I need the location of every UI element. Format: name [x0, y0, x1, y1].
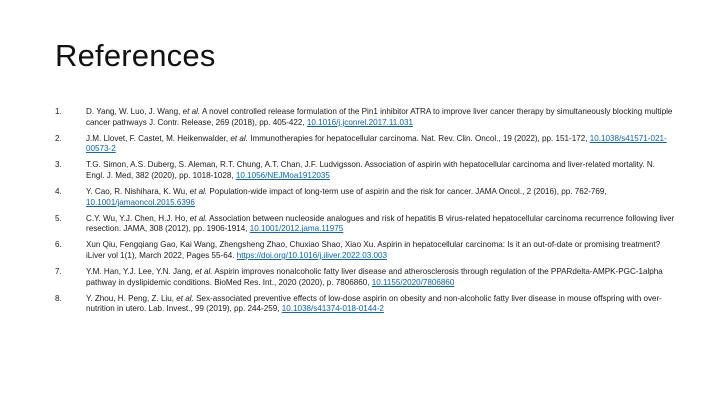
reference-body: Aspirin improves nonalcoholic fatty liver disease and atherosclerosis through regulation of the PPARdelta-AMPK-PGC-1alpha pathway in dyslipidemic conditions. BioMed Res. Int., 2020 (2020), p. 7806860,	[86, 267, 663, 287]
slide-title: References	[55, 38, 216, 73]
reference-authors: C.Y. Wu, Y.J. Chen, H.J. Ho,	[86, 213, 190, 223]
reference-et-al: et al.	[176, 293, 194, 303]
reference-body: Population-wide impact of long-term use of aspirin and the risk for cancer. JAMA Oncol., 2 (2016), pp. 762-769,	[207, 187, 607, 197]
reference-text	[86, 240, 675, 261]
reference-item	[55, 187, 675, 208]
reference-doi-link[interactable]: 10.1155/2020/7806860	[371, 277, 455, 287]
reference-authors: Y.M. Han, Y.J. Lee, Y.N. Jang,	[86, 267, 196, 277]
reference-body: A novel controlled release formulation of the Pin1 inhibitor ATRA to improve liver cancer therapy by simultaneously blocking multiple cancer pathways J. Contr. Release, 269 (2018), pp. 405-422,	[86, 107, 673, 127]
reference-body: Immunotherapies for hepatocellular carcinoma. Nat. Rev. Clin. Oncol., 19 (2022), pp. 151-172,	[247, 133, 590, 143]
reference-item	[55, 267, 675, 288]
reference-text	[86, 107, 675, 128]
reference-number: 6.	[55, 240, 62, 250]
reference-number: 4.	[55, 187, 62, 197]
reference-item	[55, 294, 675, 315]
reference-number: 7.	[55, 267, 62, 277]
reference-item	[55, 107, 675, 128]
reference-authors: D. Yang, W. Luo, J. Wang,	[86, 107, 183, 116]
reference-authors: T.G. Simon, A.S. Duberg, S. Aleman, R.T. Chung, A.T. Chan, J.F. Ludvigsson. Association of aspirin with hepatocellular carcinoma and liver-related mortality. N. Engl. J. Med, 382 (2020), pp. 1018-1028,	[86, 160, 655, 180]
reference-doi-link[interactable]: 10.1001/2012.jama.11975	[249, 224, 344, 234]
reference-number: 5.	[55, 213, 62, 223]
reference-authors: Xun Qiu, Fengqiang Gao, Kai Wang, Zhengsheng Zhao, Chuxiao Shao, Xiao Xu. Aspirin in hepatocellular carcinoma: Is it an out-of-date or promising treatment? iLiver vol 1(1), March 2022, Pages 55-64.	[86, 240, 661, 261]
reference-text	[86, 214, 675, 235]
reference-doi-link[interactable]: 10.1038/s41374-018-0144-2	[281, 304, 384, 314]
reference-number: 3.	[55, 160, 62, 170]
reference-item	[55, 240, 675, 261]
reference-list	[55, 107, 675, 321]
reference-doi-link[interactable]: https://doi.org/10.1016/j.iliver.2022.03.003	[236, 251, 388, 261]
reference-et-al: et al.	[195, 267, 213, 277]
reference-number: 2.	[55, 133, 62, 143]
reference-doi-link[interactable]: 10.1056/NEJMoa1912035	[235, 170, 330, 180]
reference-text	[86, 134, 675, 155]
reference-authors: Y. Cao, R. Nishihara, K. Wu,	[86, 187, 190, 197]
reference-body: Sex-associated preventive effects of low-dose aspirin on obesity and non-alcoholic fatty liver disease in mouse offspring with over-nutrition in utero. Lab. Invest., 99 (2019), pp. 244-259,	[86, 293, 662, 314]
reference-authors: J.M. Llovet, F. Castet, M. Heikenwalder,	[86, 133, 231, 143]
reference-et-al: et al.	[182, 107, 201, 116]
reference-number: 1.	[55, 107, 62, 116]
reference-doi-link[interactable]: 10.1016/j.jconrel.2017.11.031	[306, 117, 413, 127]
reference-number: 8.	[55, 293, 62, 303]
reference-text	[86, 294, 675, 315]
reference-text	[86, 187, 675, 208]
reference-item	[55, 214, 675, 235]
reference-doi-link[interactable]: 10.1001/jamaoncol.2015.6396	[86, 197, 195, 207]
reference-text	[86, 267, 675, 288]
reference-body: Association between nucleoside analogues and risk of hepatitis B virus-related hepatocellular carcinoma recurrence following liver resection. JAMA, 308 (2012), pp. 1906-1914,	[86, 213, 675, 234]
reference-et-al: et al.	[189, 187, 208, 197]
reference-item	[55, 134, 675, 155]
reference-authors: Y. Zhou, H. Peng, Z. Liu,	[86, 293, 177, 303]
reference-doi-link[interactable]: 10.1038/s41571-021-00573-2	[86, 133, 667, 154]
reference-et-al: et al.	[230, 133, 248, 143]
reference-text	[86, 160, 675, 181]
reference-et-al: et al.	[189, 213, 208, 223]
reference-item	[55, 160, 675, 181]
